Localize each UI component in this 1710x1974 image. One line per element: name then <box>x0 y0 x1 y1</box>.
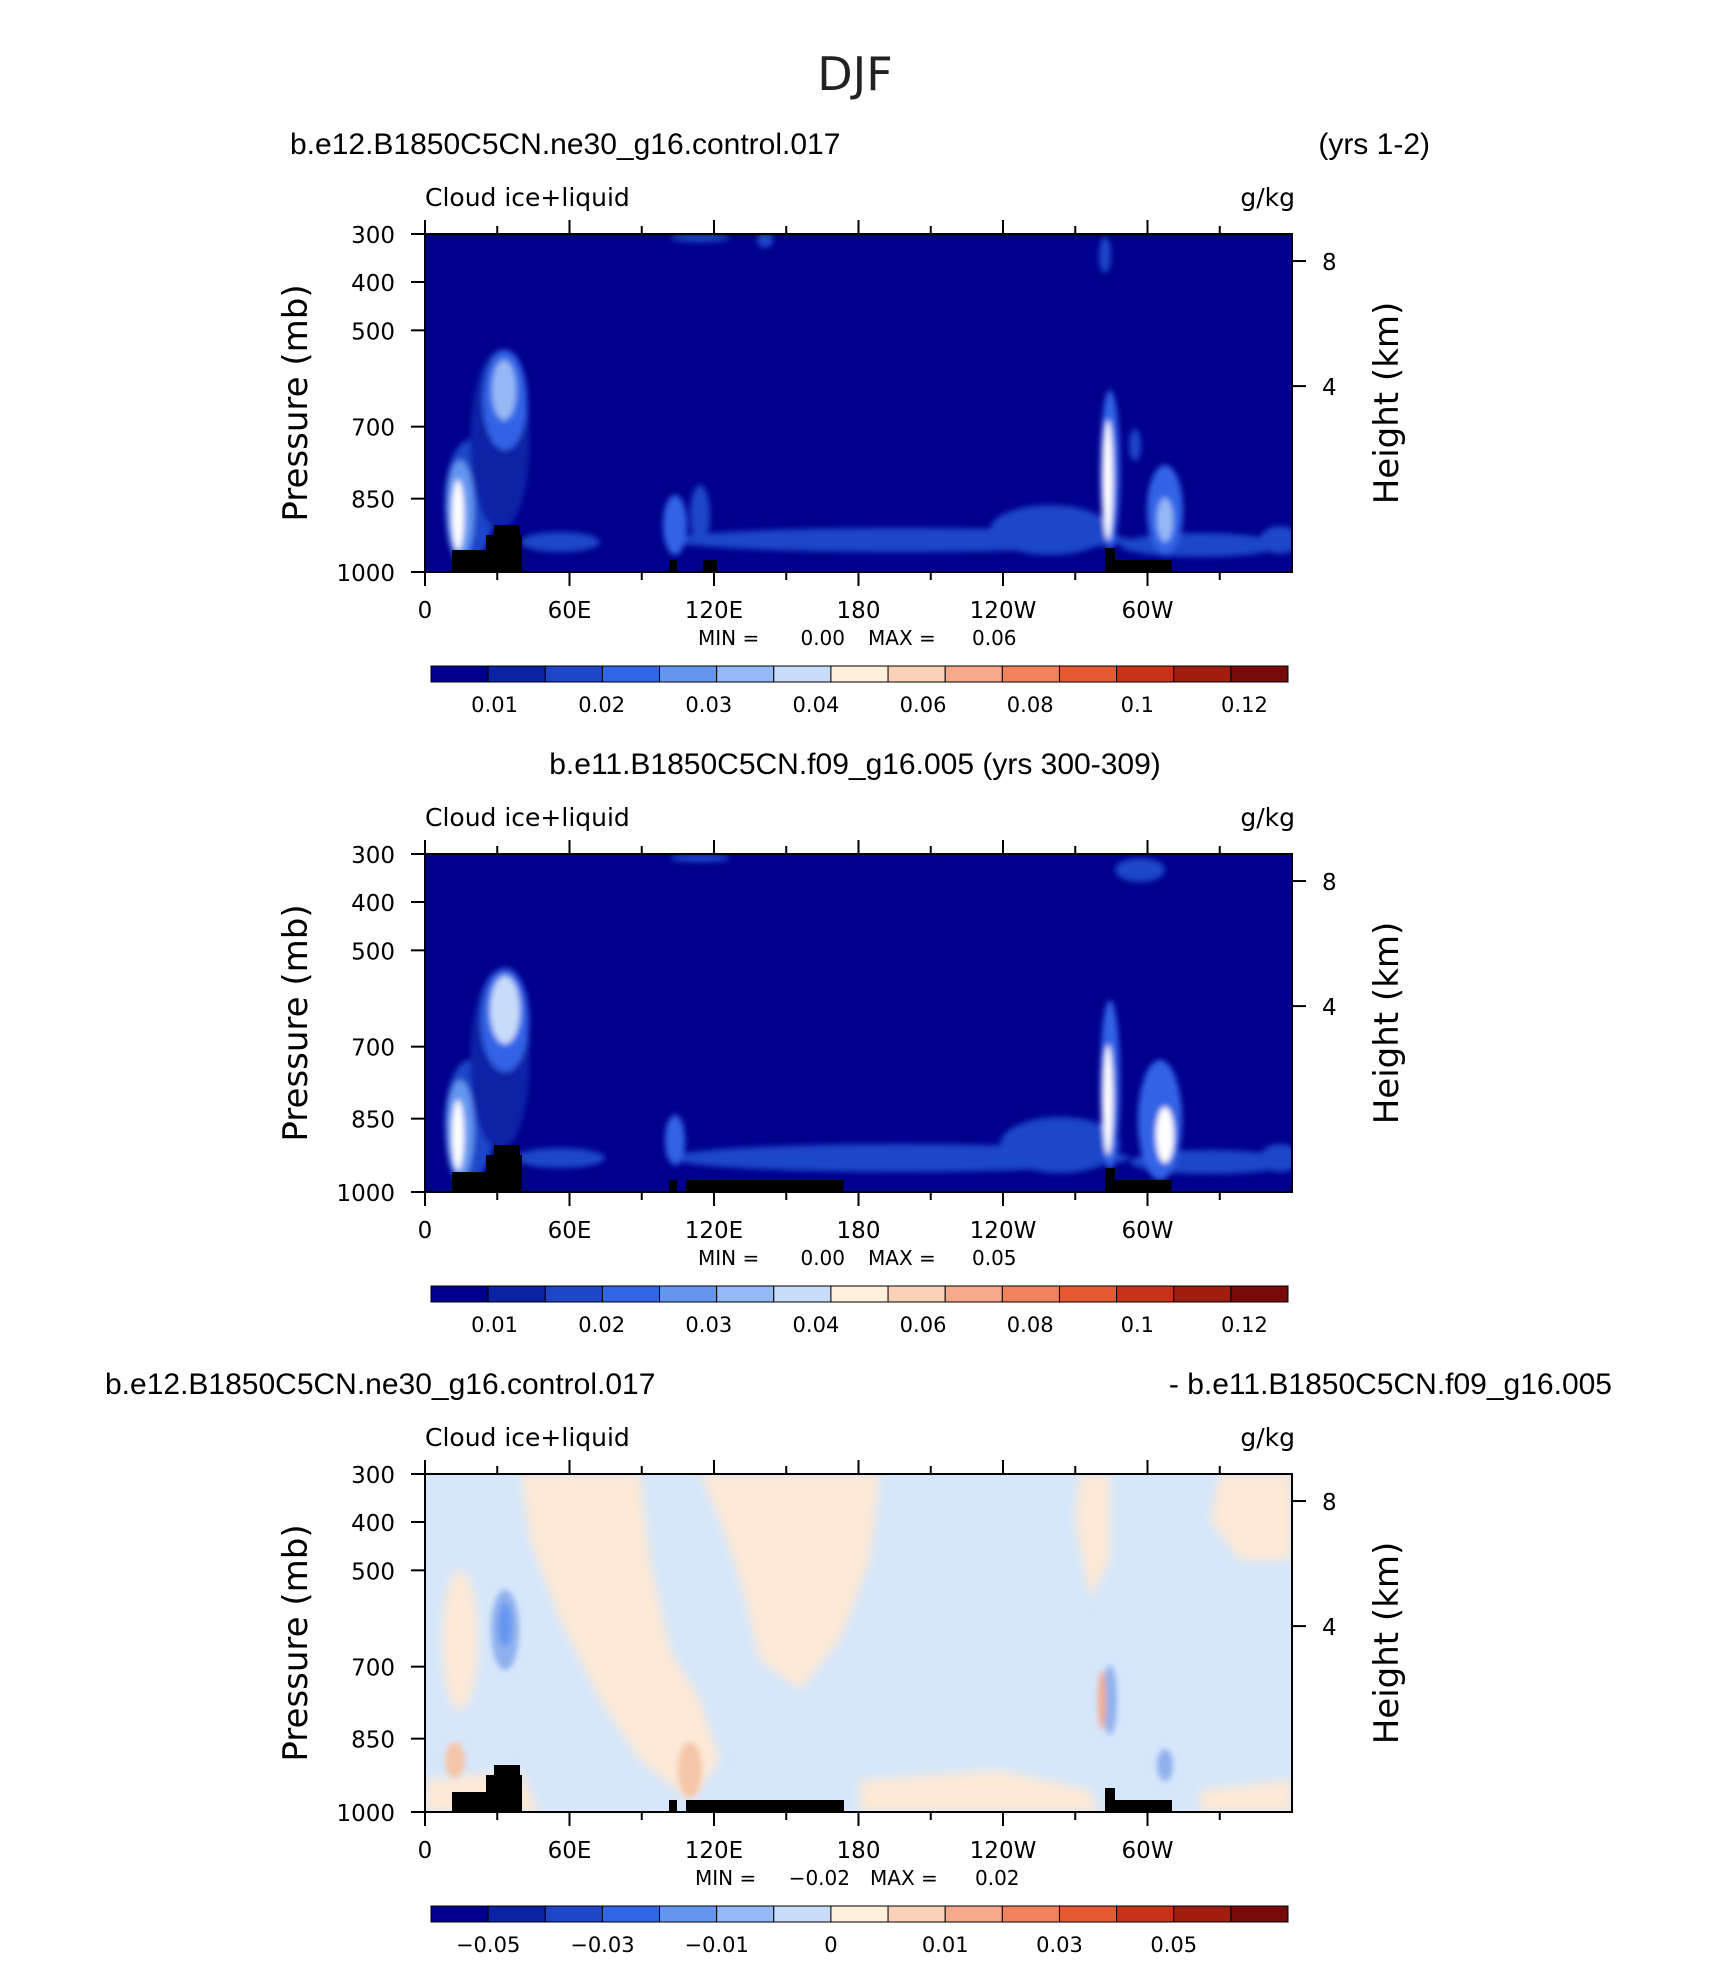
colorbar-swatch <box>1002 1286 1059 1302</box>
x-tick-label: 120E <box>684 598 744 624</box>
colorbar-label: 0.04 <box>792 693 840 717</box>
x-tick-label: 120W <box>969 1218 1037 1244</box>
y-right-tick-label: 8 <box>1322 1490 1337 1517</box>
colorbar-swatch <box>545 1286 602 1302</box>
panel-3-max-label: MAX = <box>870 1866 938 1890</box>
x-tick-label: 120E <box>684 1838 744 1864</box>
x-tick-label: 60E <box>547 1838 592 1864</box>
y-tick-label: 300 <box>351 1463 395 1489</box>
colorbar-swatch <box>717 1906 774 1922</box>
colorbar-swatch <box>545 666 602 682</box>
colorbar-swatch <box>431 666 488 682</box>
panel-2-title: b.e11.B1850C5CN.f09_g16.005 (yrs 300-309) <box>549 748 1161 781</box>
panel-1 <box>276 128 1430 717</box>
colorbar-swatch <box>1174 666 1231 682</box>
colorbar-swatch <box>1117 1906 1174 1922</box>
y-tick-label: 500 <box>351 1559 395 1586</box>
x-tick-label: 120E <box>684 1218 744 1244</box>
panel-3-units: g/kg <box>1240 1423 1295 1452</box>
colorbar-swatch <box>660 1906 717 1922</box>
colorbar-swatch <box>660 1286 717 1302</box>
y-tick-label: 1000 <box>336 561 395 587</box>
panel-3-title-right: - b.e11.B1850C5CN.f09_g16.005 <box>1168 1368 1612 1401</box>
y-tick-label: 500 <box>351 319 395 346</box>
panel-3-title-left: b.e12.B1850C5CN.ne30_g16.control.017 <box>105 1368 656 1401</box>
panel-3-min-label: MIN = <box>695 1866 757 1890</box>
panel-2-units: g/kg <box>1240 803 1295 832</box>
y-right-tick-label: 8 <box>1322 250 1337 277</box>
panel-3-variable: Cloud ice+liquid <box>425 1423 630 1452</box>
panel-2-colorbar <box>431 1286 1288 1337</box>
colorbar-swatch <box>602 1906 659 1922</box>
x-tick-label: 60W <box>1121 1218 1174 1244</box>
panel-2-min-value: 0.00 <box>800 1246 845 1270</box>
colorbar-swatch <box>488 1286 545 1302</box>
x-tick-label: 120W <box>969 1838 1037 1864</box>
colorbar-label: 0.08 <box>1006 1313 1054 1337</box>
panel-1-ylabel: Pressure (mb) <box>276 284 316 522</box>
colorbar-label: 0.01 <box>471 1313 518 1337</box>
figure-title: DJF <box>817 47 893 101</box>
colorbar-swatch <box>888 1906 945 1922</box>
panel-3-ylabel-right: Height (km) <box>1367 1541 1407 1745</box>
colorbar-swatch <box>602 1286 659 1302</box>
x-tick-label: 60W <box>1121 598 1174 624</box>
colorbar-swatch <box>945 1906 1002 1922</box>
colorbar-swatch <box>1059 1286 1116 1302</box>
colorbar-label: 0.03 <box>1036 1933 1083 1957</box>
colorbar-swatch <box>660 666 717 682</box>
panel-1-title-right: (yrs 1-2) <box>1318 128 1430 161</box>
y-tick-label: 400 <box>351 270 395 297</box>
colorbar-swatch <box>1002 666 1059 682</box>
panel-2-max-value: 0.05 <box>972 1246 1017 1270</box>
colorbar-label: −0.05 <box>455 1933 521 1957</box>
panel-1-max-value: 0.06 <box>972 626 1017 650</box>
colorbar-swatch <box>717 1286 774 1302</box>
colorbar-swatch <box>602 666 659 682</box>
panel-1-title-left: b.e12.B1850C5CN.ne30_g16.control.017 <box>290 128 841 161</box>
colorbar-swatch <box>1174 1906 1231 1922</box>
colorbar-swatch <box>774 666 831 682</box>
colorbar-swatch <box>1117 1286 1174 1302</box>
colorbar-swatch <box>431 1286 488 1302</box>
y-tick-label: 700 <box>351 1035 395 1062</box>
colorbar-label: 0.06 <box>899 693 947 717</box>
colorbar-swatch <box>1002 1906 1059 1922</box>
y-right-tick-label: 4 <box>1322 1615 1337 1642</box>
y-tick-label: 700 <box>351 415 395 442</box>
panel-2-ylabel: Pressure (mb) <box>276 904 316 1142</box>
colorbar-label: 0 <box>824 1933 838 1957</box>
colorbar-label: 0.01 <box>471 693 518 717</box>
colorbar-swatch <box>945 666 1002 682</box>
panel-1-field <box>425 232 1300 572</box>
colorbar-swatch <box>488 666 545 682</box>
panel-1-min-label: MIN = <box>698 626 760 650</box>
y-right-tick-label: 4 <box>1322 995 1337 1022</box>
colorbar-swatch <box>888 666 945 682</box>
colorbar-swatch <box>717 666 774 682</box>
x-tick-label: 60E <box>547 1218 592 1244</box>
colorbar-label: 0.05 <box>1150 1933 1198 1957</box>
colorbar-label: 0.01 <box>921 1933 969 1957</box>
panel-2-variable: Cloud ice+liquid <box>425 803 630 832</box>
colorbar-label: 0.06 <box>899 1313 947 1337</box>
colorbar-swatch <box>545 1906 602 1922</box>
y-tick-label: 300 <box>351 843 395 869</box>
colorbar-label: 0.1 <box>1120 1313 1155 1337</box>
panel-2-max-label: MAX = <box>868 1246 936 1270</box>
y-tick-label: 300 <box>351 223 395 249</box>
colorbar-swatch <box>774 1286 831 1302</box>
colorbar-swatch <box>1174 1286 1231 1302</box>
colorbar-label: 0.03 <box>685 693 733 717</box>
y-tick-label: 850 <box>351 1727 395 1754</box>
panel-2-field <box>425 854 1300 1192</box>
panel-1-ylabel-right: Height (km) <box>1367 301 1407 505</box>
colorbar-swatch <box>1059 1906 1116 1922</box>
colorbar-swatch <box>1231 1286 1288 1302</box>
panel-3-min-value: −0.02 <box>788 1866 850 1890</box>
colorbar-label: 0.04 <box>792 1313 840 1337</box>
colorbar-swatch <box>831 666 888 682</box>
panel-3-ylabel: Pressure (mb) <box>276 1524 316 1762</box>
x-tick-label: 180 <box>836 1218 881 1244</box>
colorbar-swatch <box>1117 666 1174 682</box>
panel-2 <box>276 748 1407 1337</box>
colorbar-swatch <box>488 1906 545 1922</box>
colorbar-label: 0.12 <box>1221 1313 1268 1337</box>
panel-3-field <box>425 1474 1292 1812</box>
colorbar-swatch <box>1231 1906 1288 1922</box>
panel-1-colorbar <box>431 666 1288 717</box>
panel-1-max-label: MAX = <box>868 626 936 650</box>
x-tick-label: 120W <box>969 598 1037 624</box>
y-tick-label: 1000 <box>336 1801 395 1827</box>
panel-3-colorbar <box>431 1906 1288 1957</box>
panel-1-min-value: 0.00 <box>800 626 845 650</box>
x-tick-label: 180 <box>836 1838 881 1864</box>
colorbar-swatch <box>831 1286 888 1302</box>
y-right-tick-label: 4 <box>1322 375 1337 402</box>
colorbar-label: 0.02 <box>578 693 626 717</box>
panel-2-ylabel-right: Height (km) <box>1367 921 1407 1125</box>
colorbar-label: 0.1 <box>1120 693 1155 717</box>
colorbar-swatch <box>1231 666 1288 682</box>
x-tick-label: 0 <box>417 598 433 624</box>
panel-1-variable: Cloud ice+liquid <box>425 183 630 212</box>
colorbar-swatch <box>888 1286 945 1302</box>
y-tick-label: 700 <box>351 1655 395 1682</box>
y-tick-label: 1000 <box>336 1181 395 1207</box>
x-tick-label: 60E <box>547 598 592 624</box>
panel-2-min-label: MIN = <box>698 1246 760 1270</box>
colorbar-label: 0.03 <box>685 1313 733 1337</box>
y-right-tick-label: 8 <box>1322 870 1337 897</box>
colorbar-label: −0.01 <box>684 1933 749 1957</box>
colorbar-swatch <box>431 1906 488 1922</box>
y-tick-label: 850 <box>351 1107 395 1134</box>
y-tick-label: 500 <box>351 939 395 966</box>
y-tick-label: 850 <box>351 487 395 514</box>
x-tick-label: 0 <box>417 1838 433 1864</box>
colorbar-swatch <box>945 1286 1002 1302</box>
colorbar-label: 0.08 <box>1006 693 1054 717</box>
y-tick-label: 400 <box>351 1510 395 1537</box>
y-tick-label: 400 <box>351 890 395 917</box>
panel-1-units: g/kg <box>1240 183 1295 212</box>
panel-3-max-value: 0.02 <box>975 1866 1020 1890</box>
colorbar-label: −0.03 <box>570 1933 635 1957</box>
colorbar-label: 0.02 <box>578 1313 626 1337</box>
x-tick-label: 180 <box>836 598 881 624</box>
colorbar-label: 0.12 <box>1221 693 1268 717</box>
colorbar-swatch <box>831 1906 888 1922</box>
panel-3 <box>105 1368 1612 1957</box>
colorbar-swatch <box>774 1906 831 1922</box>
x-tick-label: 60W <box>1121 1838 1174 1864</box>
colorbar-swatch <box>1059 666 1116 682</box>
x-tick-label: 0 <box>417 1218 433 1244</box>
